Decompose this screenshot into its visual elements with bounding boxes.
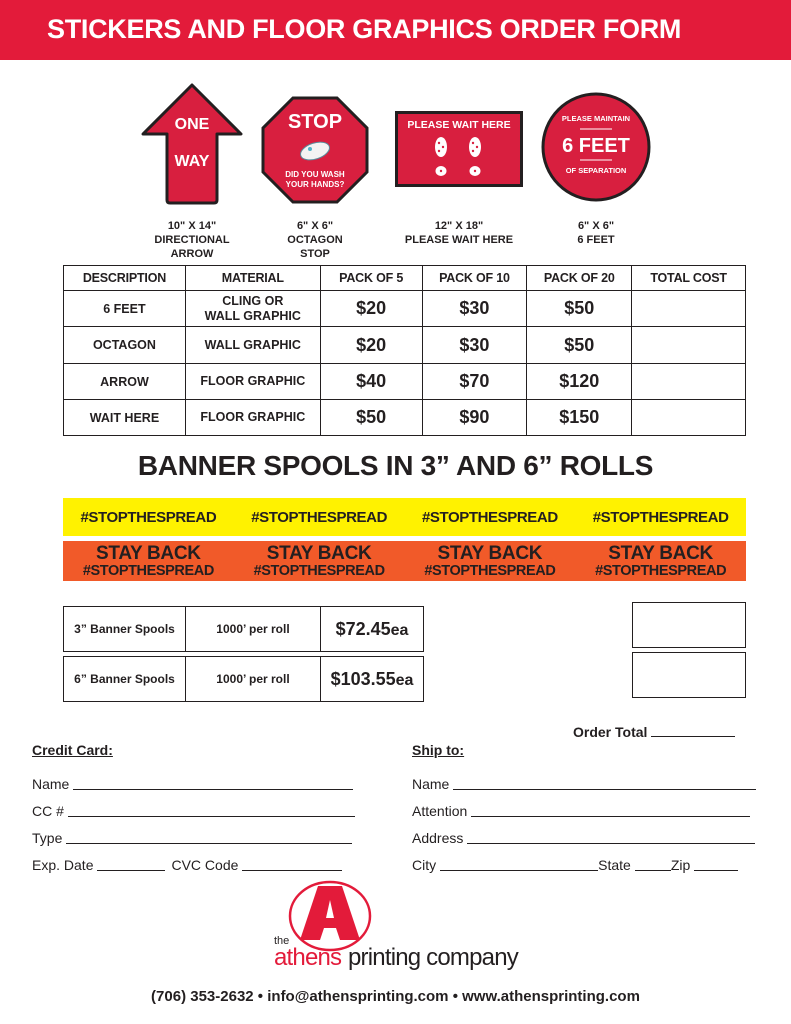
cc-exp-field[interactable] bbox=[97, 855, 165, 871]
caption-line: ARROW bbox=[170, 248, 214, 260]
tape-segment bbox=[575, 541, 746, 581]
stay-back-text: STAY BACK bbox=[266, 542, 372, 564]
order-total-label: Order Total bbox=[573, 724, 648, 740]
ship-address-row bbox=[412, 821, 772, 848]
price-pack-10: $30 bbox=[422, 327, 527, 364]
cc-type-row bbox=[32, 821, 362, 848]
cc-type-field[interactable] bbox=[66, 828, 352, 844]
ship-zip-field[interactable] bbox=[694, 855, 738, 871]
cc-cvc-field[interactable] bbox=[242, 855, 342, 871]
tape-segment bbox=[63, 541, 234, 581]
tape-hashtag: #STOPTHESPREAD bbox=[595, 562, 727, 579]
price-pack-20: $50 bbox=[527, 327, 632, 364]
stay-back-text: STAY BACK bbox=[437, 542, 543, 564]
price-pack-10: $30 bbox=[422, 291, 527, 327]
ship-state-field[interactable] bbox=[635, 855, 671, 871]
row-description: 6 FEET bbox=[64, 291, 186, 327]
ship-address-field[interactable] bbox=[467, 828, 755, 844]
logo-a-emblem-icon bbox=[288, 880, 372, 952]
arrow-line-2: WAY bbox=[174, 153, 210, 170]
row-description: WAIT HERE bbox=[64, 400, 186, 436]
caption-octagon bbox=[264, 219, 366, 261]
total-cost-input[interactable] bbox=[632, 327, 746, 364]
website-link[interactable]: www.athensprinting.com bbox=[462, 988, 640, 1005]
credit-card-section bbox=[32, 740, 362, 875]
caption-arrow bbox=[141, 219, 243, 261]
spool-price bbox=[320, 656, 424, 702]
ship-name-field[interactable] bbox=[453, 774, 756, 790]
tape-text: #STOPTHESPREAD bbox=[80, 508, 217, 526]
order-total bbox=[573, 723, 735, 740]
price-unit: ea bbox=[390, 621, 409, 639]
header-material: MATERIAL bbox=[185, 266, 320, 291]
header-pack-10: PACK OF 10 bbox=[422, 266, 527, 291]
cc-number-field[interactable] bbox=[68, 801, 355, 817]
material-line: WALL GRAPHIC bbox=[204, 308, 301, 323]
company-logo bbox=[270, 880, 530, 980]
logo-athens: athens bbox=[274, 944, 342, 971]
ship-name-label: Name bbox=[412, 776, 450, 792]
orange-tape-sample bbox=[63, 541, 746, 581]
caption-size: 10" X 14" bbox=[167, 220, 217, 232]
maintain-text: PLEASE MAINTAIN bbox=[561, 114, 631, 123]
arrow-up-icon bbox=[140, 82, 244, 206]
spool-length: 1000’ per roll bbox=[185, 606, 320, 652]
cc-exp-label: Exp. Date bbox=[32, 857, 94, 873]
spool-row bbox=[63, 606, 424, 652]
logo-the: the bbox=[274, 935, 290, 947]
footprints-icon bbox=[395, 111, 523, 187]
price-value: $103.55 bbox=[330, 668, 396, 689]
spool-price bbox=[320, 606, 424, 652]
tape-segment bbox=[405, 541, 576, 581]
caption-wait-here bbox=[394, 219, 524, 247]
stop-sub-2: YOUR HANDS? bbox=[285, 180, 345, 189]
contact-line bbox=[0, 988, 791, 1005]
price-pack-5: $20 bbox=[320, 291, 422, 327]
row-description: ARROW bbox=[64, 364, 186, 400]
sticker-6-feet bbox=[540, 91, 652, 203]
octagon-stop-icon bbox=[260, 95, 370, 205]
caption-size: 6" X 6" bbox=[296, 220, 334, 232]
tape-hashtag: #STOPTHESPREAD bbox=[82, 562, 214, 579]
header-total-cost: TOTAL COST bbox=[632, 266, 746, 291]
row-material: FLOOR GRAPHIC bbox=[185, 400, 320, 436]
spool-table bbox=[63, 602, 424, 706]
yellow-tape-sample bbox=[63, 498, 746, 536]
ship-city-label: City bbox=[412, 857, 437, 873]
ship-name-row bbox=[412, 767, 772, 794]
logo-printing-company: printing company bbox=[348, 944, 518, 971]
price-pack-20: $150 bbox=[527, 400, 632, 436]
stay-back-text: STAY BACK bbox=[608, 542, 713, 564]
tape-text: #STOPTHESPREAD bbox=[592, 508, 729, 526]
credit-card-heading: Credit Card: bbox=[32, 742, 113, 758]
table-row bbox=[64, 327, 746, 364]
ship-attention-label: Attention bbox=[412, 803, 468, 819]
price-pack-20: $50 bbox=[527, 291, 632, 327]
tape-hashtag: #STOPTHESPREAD bbox=[424, 562, 556, 579]
table-row bbox=[64, 291, 746, 327]
cc-number-row bbox=[32, 794, 362, 821]
sticker-octagon bbox=[260, 95, 370, 205]
row-material: FLOOR GRAPHIC bbox=[185, 364, 320, 400]
spool-name: 6” Banner Spools bbox=[63, 656, 185, 702]
tape-hashtag: #STOPTHESPREAD bbox=[253, 562, 385, 579]
price-pack-5: $20 bbox=[320, 327, 422, 364]
cc-exp-row bbox=[32, 848, 362, 875]
sticker-arrow bbox=[140, 82, 244, 206]
ship-to-section bbox=[412, 740, 772, 875]
price-unit: ea bbox=[395, 671, 414, 689]
ship-address-label: Address bbox=[412, 830, 464, 846]
price-value: $72.45 bbox=[335, 618, 391, 639]
ship-to-heading: Ship to: bbox=[412, 742, 465, 758]
cc-name-field[interactable] bbox=[73, 774, 353, 790]
cc-number-label: CC # bbox=[32, 803, 64, 819]
spool-row bbox=[63, 656, 424, 702]
tape-text: #STOPTHESPREAD bbox=[251, 508, 388, 526]
header-description: DESCRIPTION bbox=[64, 266, 186, 291]
ship-zip-label: Zip bbox=[670, 857, 691, 873]
stop-text: STOP bbox=[287, 111, 343, 133]
wait-here-text: PLEASE WAIT HERE bbox=[407, 119, 511, 131]
caption-6-feet bbox=[545, 219, 647, 247]
header-pack-5: PACK OF 5 bbox=[320, 266, 422, 291]
row-description: OCTAGON bbox=[64, 327, 186, 364]
caption-size: 12" X 18" bbox=[434, 220, 484, 232]
row-material bbox=[185, 291, 320, 327]
caption-line: DIRECTIONAL bbox=[154, 234, 230, 246]
ship-attention-field[interactable] bbox=[471, 801, 750, 817]
total-cost-input[interactable] bbox=[632, 291, 746, 327]
ship-city-row bbox=[412, 848, 772, 875]
phone-number: (706) 353-2632 bbox=[151, 988, 254, 1005]
tape-segment bbox=[234, 541, 405, 581]
bullet-separator: • bbox=[452, 988, 458, 1005]
page-title: STICKERS AND FLOOR GRAPHICS ORDER FORM bbox=[47, 14, 682, 44]
cc-name-label: Name bbox=[32, 776, 70, 792]
ship-city-field[interactable] bbox=[440, 855, 598, 871]
stay-back-text: STAY BACK bbox=[96, 542, 201, 564]
price-pack-5: $50 bbox=[320, 400, 422, 436]
cc-type-label: Type bbox=[32, 830, 63, 846]
cc-cvc-label: CVC Code bbox=[171, 857, 239, 873]
table-row bbox=[64, 400, 746, 436]
total-cost-input[interactable] bbox=[632, 400, 746, 436]
caption-line: 6 FEET bbox=[577, 234, 615, 246]
spool-3in-total-box[interactable] bbox=[632, 602, 746, 648]
total-cost-input[interactable] bbox=[632, 364, 746, 400]
header-bar bbox=[0, 0, 791, 60]
cc-name-row bbox=[32, 767, 362, 794]
price-pack-10: $90 bbox=[422, 400, 527, 436]
caption-line: PLEASE WAIT HERE bbox=[404, 234, 514, 246]
caption-size: 6" X 6" bbox=[577, 220, 615, 232]
sticker-wait-here bbox=[395, 111, 523, 187]
price-pack-10: $70 bbox=[422, 364, 527, 400]
tape-text: #STOPTHESPREAD bbox=[421, 508, 558, 526]
spool-6in-total-box[interactable] bbox=[632, 652, 746, 698]
banner-heading: BANNER SPOOLS IN 3” AND 6” ROLLS bbox=[137, 450, 654, 481]
arrow-line-1: ONE bbox=[174, 116, 210, 133]
price-pack-5: $40 bbox=[320, 364, 422, 400]
ship-state-label: State bbox=[598, 857, 631, 873]
separation-text: OF SEPARATION bbox=[565, 166, 627, 175]
bullet-separator: • bbox=[257, 988, 264, 1005]
six-feet-text: 6 FEET bbox=[562, 135, 630, 157]
material-line: CLING OR bbox=[222, 293, 284, 308]
email-link[interactable]: info@athensprinting.com bbox=[267, 988, 449, 1005]
caption-line: STOP bbox=[300, 248, 330, 260]
stop-sub-1: DID YOU WASH bbox=[285, 170, 345, 179]
circle-6-feet-icon bbox=[540, 91, 652, 203]
ship-attention-row bbox=[412, 794, 772, 821]
header-pack-20: PACK OF 20 bbox=[527, 266, 632, 291]
order-total-field[interactable] bbox=[651, 723, 735, 737]
caption-line: OCTAGON bbox=[287, 234, 343, 246]
price-table bbox=[63, 265, 746, 436]
table-row bbox=[64, 364, 746, 400]
price-pack-20: $120 bbox=[527, 364, 632, 400]
row-material: WALL GRAPHIC bbox=[185, 327, 320, 364]
table-header-row bbox=[64, 266, 746, 291]
spool-length: 1000’ per roll bbox=[185, 656, 320, 702]
spool-name: 3” Banner Spools bbox=[63, 606, 185, 652]
